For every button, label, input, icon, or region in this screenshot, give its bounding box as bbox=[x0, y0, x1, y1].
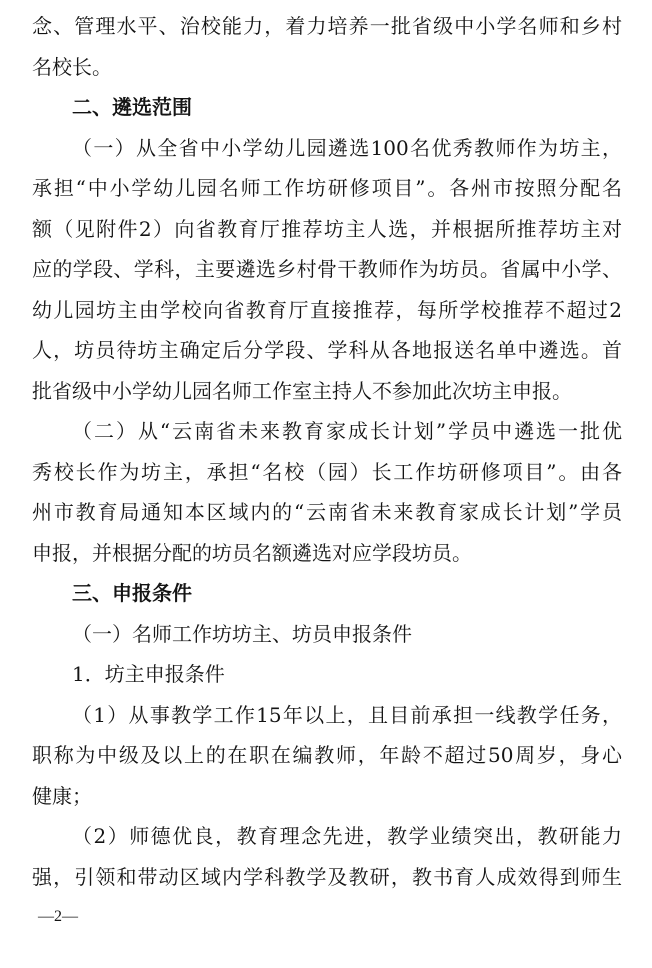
text-line: 念、管理水平、治校能力，着力培养一批省级中小学名师和乡村 bbox=[32, 14, 622, 38]
text-line: （2）师德优良，教育理念先进，教学业绩突出，教研能力 bbox=[72, 824, 622, 848]
section-heading: 三、申报条件 bbox=[72, 581, 192, 605]
text-line: 应的学段、学科，主要遴选乡村骨干教师作为坊员。省属中小学、 bbox=[32, 257, 622, 281]
text-line: （一）名师工作坊坊主、坊员申报条件 bbox=[72, 621, 412, 646]
text-line: 批省级中小学幼儿园名师工作室主持人不参加此次坊主申报。 bbox=[32, 378, 572, 403]
text-line: （1）从事教学工作15年以上，且目前承担一线教学任务， bbox=[72, 702, 622, 727]
section-heading: 二、遴选范围 bbox=[72, 95, 192, 119]
text-line: 额（见附件2）向省教育厅推荐坊主人选，并根据所推荐坊主对 bbox=[32, 216, 622, 241]
page-number: —2— bbox=[38, 908, 78, 925]
text-line: 州市教育局通知本区域内的“云南省未来教育家成长计划”学员 bbox=[32, 500, 622, 524]
text-line: （二）从“云南省未来教育家成长计划”学员中遴选一批优 bbox=[72, 419, 622, 443]
document-body bbox=[32, 6, 622, 897]
text-line: 1．坊主申报条件 bbox=[72, 662, 225, 686]
text-line: 名校长。 bbox=[32, 54, 112, 79]
text-line: 承担“中小学幼儿园名师工作坊研修项目”。各州市按照分配名 bbox=[32, 176, 622, 200]
text-line: 人，坊员待坊主确定后分学段、学科从各地报送名单中遴选。首 bbox=[32, 338, 622, 362]
text-line: 幼儿园坊主由学校向省教育厅直接推荐，每所学校推荐不超过2 bbox=[32, 297, 622, 322]
text-line: 健康； bbox=[32, 783, 92, 808]
text-line: （一）从全省中小学幼儿园遴选100名优秀教师作为坊主， bbox=[72, 135, 622, 160]
text-line: 职称为中级及以上的在职在编教师，年龄不超过50周岁，身心 bbox=[32, 743, 622, 767]
text-line: 强，引领和带动区域内学科教学及教研，教书育人成效得到师生 bbox=[32, 864, 622, 889]
text-line: 秀校长作为坊主，承担“名校（园）长工作坊研修项目”。由各 bbox=[32, 459, 622, 484]
text-line: 申报，并根据分配的坊员名额遴选对应学段坊员。 bbox=[32, 540, 472, 565]
